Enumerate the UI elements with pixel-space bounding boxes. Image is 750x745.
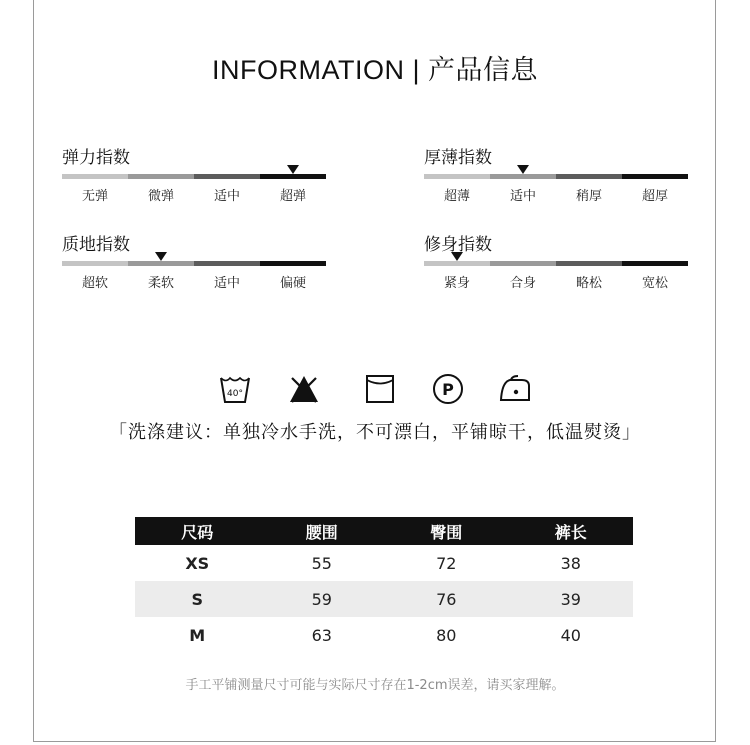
- index-scale-bar: [62, 174, 326, 179]
- wash-instructions: [0, 418, 750, 444]
- wash-text: 洗涤建议：单独冷水手洗，不可漂白，平铺晾干，低温熨烫: [128, 422, 622, 443]
- header-length: 裤长: [509, 517, 634, 545]
- index-scale-bar: [424, 261, 688, 266]
- scale-label: 适中: [213, 189, 240, 204]
- index-texture: [62, 233, 326, 291]
- hip-cell: 80: [436, 625, 457, 645]
- size-cell: S: [135, 581, 260, 617]
- wash-temp: 40°: [227, 389, 243, 399]
- hand-wash-40-icon: [218, 372, 252, 406]
- size-table: [135, 517, 633, 653]
- table-header-row: [135, 517, 633, 545]
- length-cell: 40: [560, 625, 581, 645]
- page-title: [0, 48, 750, 87]
- scale-label: 稍厚: [575, 189, 602, 204]
- index-elasticity: [62, 146, 326, 204]
- length-cell: 38: [560, 553, 581, 573]
- title-cn: 产品信息: [428, 55, 538, 85]
- index-name: 修身指数: [424, 235, 492, 255]
- index-scale-bar: [424, 174, 688, 179]
- scale-label: 微弹: [147, 189, 174, 204]
- scale-label: 适中: [213, 276, 240, 291]
- index-name: 弹力指数: [62, 148, 130, 168]
- size-cell: M: [189, 625, 206, 645]
- waist-cell: 63: [311, 625, 332, 645]
- scale-label: 合身: [509, 276, 536, 291]
- waist-cell: 55: [311, 553, 332, 573]
- index-name: 厚薄指数: [424, 148, 492, 168]
- dryclean-letter: P: [442, 380, 454, 399]
- scale-label: 偏硬: [279, 276, 306, 291]
- scale-label: 无弹: [81, 189, 108, 204]
- scale-label: 紧身: [443, 276, 470, 291]
- scale-label: 适中: [509, 189, 536, 204]
- header-size: 尺码: [135, 517, 260, 545]
- size-cell: XS: [185, 553, 210, 573]
- scale-label: 略松: [575, 276, 602, 291]
- drip-dry-icon: [363, 372, 397, 406]
- measurement-note: 手工平铺测量尺寸可能与实际尺寸存在1-2cm误差，请买家理解。: [185, 678, 565, 693]
- selected-marker-icon: [451, 252, 463, 261]
- index-scale-bar: [62, 261, 326, 266]
- care-icons: [0, 372, 750, 406]
- quote-open: 「: [109, 422, 128, 443]
- selected-marker-icon: [155, 252, 167, 261]
- dry-clean-p-icon: [431, 372, 465, 406]
- length-cell: 39: [509, 581, 634, 617]
- scale-label: 超薄: [443, 189, 470, 204]
- no-bleach-icon: [287, 372, 321, 406]
- low-iron-icon: [498, 372, 532, 406]
- header-waist: 腰围: [260, 517, 385, 545]
- table-row: [135, 581, 633, 617]
- scale-label: 超厚: [641, 189, 668, 204]
- selected-marker-icon: [287, 165, 299, 174]
- scale-label: 柔软: [147, 276, 174, 291]
- table-row: [135, 545, 633, 581]
- header-hip: 臀围: [384, 517, 509, 545]
- selected-marker-icon: [517, 165, 529, 174]
- hip-cell: 72: [436, 553, 457, 573]
- quote-close: 」: [622, 422, 641, 443]
- scale-label: 宽松: [641, 276, 668, 291]
- hip-cell: 76: [384, 581, 509, 617]
- title-separator: |: [412, 55, 420, 85]
- waist-cell: 59: [260, 581, 385, 617]
- scale-label: 超弹: [279, 189, 306, 204]
- index-name: 质地指数: [62, 235, 130, 255]
- title-en: INFORMATION: [212, 55, 405, 85]
- scale-label: 超软: [81, 276, 108, 291]
- table-row: [135, 617, 633, 653]
- index-fit: [424, 233, 688, 291]
- index-thickness: [424, 146, 688, 204]
